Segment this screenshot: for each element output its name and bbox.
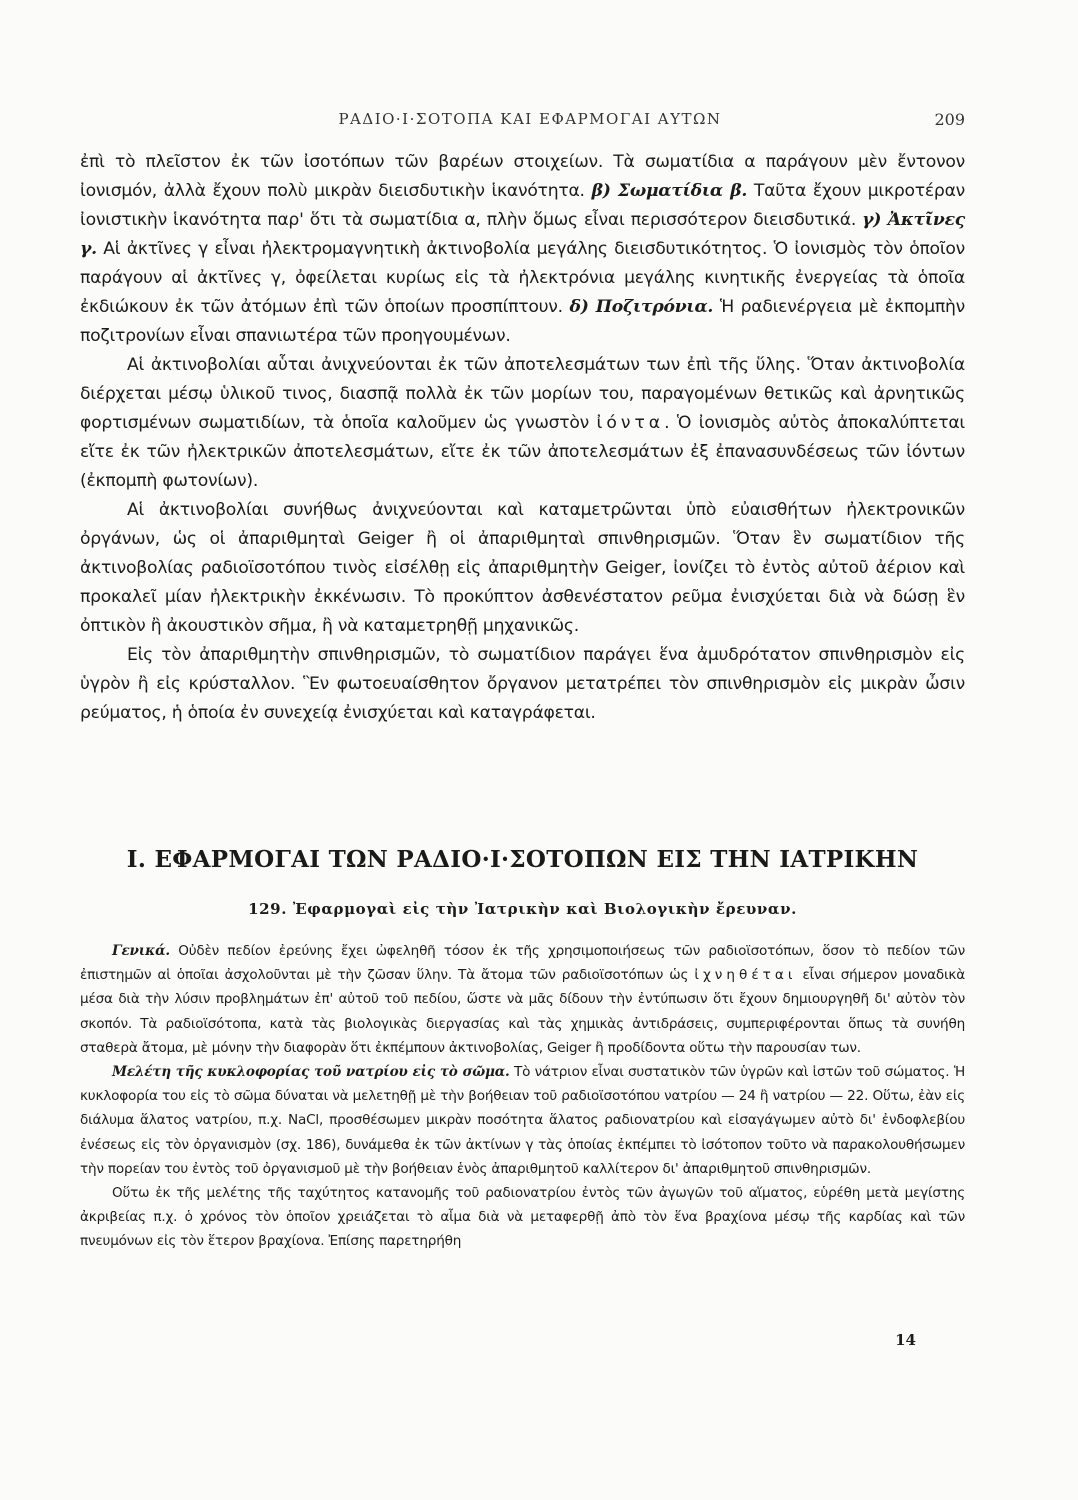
spaced-term-tracers: ἰχνηθέται — [694, 967, 797, 984]
paragraph-radiation-types: ἐπὶ τὸ πλεῖστον ἐκ τῶν ἰσοτόπων τῶν βαρέων στοιχείων. Τὰ σωματίδια α παράγουν μὲν ἔντονον ἰονισμόν, ἀλλὰ ἔχουν πολὺ μικρὰν διεισδυτικὴν ἱκανότητα. β) Σωματίδια β. Ταῦτα ἔχουν μικροτέραν ἰονιστικὴν ἱκανότητα παρ' ὅτι τὰ σωματίδια α, πλὴν ὅμως εἶναι περισσότερον διεισδυτικά. γ) Ἀκτῖνες γ. Αἱ ἀκτῖνες γ εἶναι ἠλεκτρομαγνητικὴ ἀκτινοβολία μεγάλης διεισδυτικότητος. Ὁ ἰονισμὸς τὸν ὁποῖον παράγουν αἱ ἀκτῖνες γ, ὀφείλεται κυρίως εἰς τὰ ἠλεκτρόνια μεγάλης κινητικῆς ἐνεργείας τὰ ὁποῖα ἐκδιώκουν ἐκ τῶν ἀτόμων ἐπὶ τῶν ὁποίων προσπίπτουν. δ) Ποζιτρόνια. Ἡ ραδιενέργεια μὲ ἐκπομπὴν ποζιτρονίων εἶναι σπανιωτέρα τῶν προηγουμένων. — [80, 152, 966, 346]
heading-positrons: δ) Ποζιτρόνια. — [569, 297, 714, 317]
signature-mark: 14 — [895, 1331, 916, 1349]
running-header-title: ΡΑΔΙΟ·Ι·ΣΟΤΟΠΑ ΚΑΙ ΕΦΑΡΜΟΓΑΙ ΑΥΤΩΝ — [338, 110, 722, 128]
page-number: 209 — [934, 110, 965, 129]
section-title: Ι. ΕΦΑΡΜΟΓΑΙ ΤΩΝ ΡΑΔΙΟ·Ι·ΣΟΤΟΠΩΝ ΕΙΣ ΤΗΝ ΙΑΤΡΙΚΗΝ — [126, 846, 919, 873]
paragraph-general: Γενικά. Οὐδὲν πεδίον ἐρεύνης ἔχει ὠφεληθῆ τόσον ἐκ τῆς χρησιμοποιήσεως τῶν ραδιοϊσοτόπων, ὅσον τὸ πεδίον τῶν ἐπιστημῶν αἱ ὁποῖαι ἀσχολοῦνται μὲ τὴν ζῶσαν ὕλην. Τὰ ἄτομα τῶν ραδιοϊσοτόπων ὡς ἰχνηθέται εἶναι σήμερον μοναδικὰ μέσα διὰ τὴν λύσιν προβλημάτων ἐπ' αὐτοῦ τοῦ πεδίου, ὥστε νὰ μᾶς δίδουν τὴν ἐντύπωσιν ὅτι ἔχουν δημιουργηθῆ δι' αὐτὸν τὸν σκοπόν. Τὰ ραδιοϊσότοπα, κατὰ τὰς βιολογικὰς διεργασίας καὶ τὰς χημικὰς ἀντιδράσεις, συμπεριφέρονται ὅπως τὰ συνήθη σταθερὰ ἄτομα, μὲ μόνην τὴν διαφορὰν ὅτι ἐκπέμπουν ἀκτινοβολίας, Geiger ἢ προδίδοντα οὕτω τὴν παρουσίαν των. — [80, 943, 966, 1056]
paragraph-blood-flow: Οὕτω ἐκ τῆς μελέτης τῆς ταχύτητος κατανομῆς τοῦ ραδιονατρίου ἐντὸς τῶν ἀγωγῶν τοῦ αἵματος, εὑρέθη μετὰ μεγίστης ἀκριβείας π.χ. ὁ χρόνος τὸν ὁποῖον χρειάζεται τὸ αἷμα διὰ νὰ μεταφερθῇ ἀπὸ τὸν ἕνα βραχίονα μέσῳ τῆς καρδίας καὶ τῶν πνευμόνων εἰς τὸν ἕτερον βραχίονα. Ἐπίσης παρετηρήθη — [80, 1185, 965, 1250]
paragraph-detection: Αἱ ἀκτινοβολίαι αὗται ἀνιχνεύονται ἐκ τῶν ἀποτελεσμάτων των ἐπὶ τῆς ὕλης. Ὅταν ἀκτινοβολία διέρχεται μέσῳ ὑλικοῦ τινος, διασπᾷ πολλὰ ἐκ τῶν μορίων του, παραγομένων θετικῶς καὶ ἀρνητικῶς φορτισμένων σωματιδίων, τὰ ὁποῖα καλοῦμεν ὡς γνωστὸν ἰόντα. Ὁ ἰονισμὸς αὐτὸς ἀποκαλύπτεται εἴτε ἐκ τῶν ἠλεκτρικῶν ἀποτελεσμάτων, εἴτε ἐκ τῶν ἀποτελεσμάτων ἐξ ἐπανασυνδέσεως τῶν ἰόντων (ἐκπομπὴ φωτονίων). — [80, 355, 965, 491]
heading-beta-particles: β) Σωματίδια β. — [591, 181, 748, 201]
spaced-term-ions: ἰόντα — [596, 413, 665, 433]
small-print-text — [80, 939, 965, 1254]
subsection-title: 129. Ἐφαρμογαὶ εἰς τὴν Ἰατρικὴν καὶ Βιολογικὴν ἔρευναν. — [248, 900, 797, 918]
paragraph-geiger-counter: Αἱ ἀκτινοβολίαι συνήθως ἀνιχνεύονται καὶ καταμετρῶνται ὑπὸ εὐαισθήτων ἠλεκτρονικῶν ὀργάνων, ὡς οἱ ἀπαριθμηταὶ Geiger ἢ οἱ ἀπαριθμηταὶ σπινθηρισμῶν. Ὅταν ἓν σωματίδιον τῆς ἀκτινοβολίας ραδιοϊσοτόπου τινὸς εἰσέλθῃ εἰς ἀπαριθμητὴν Geiger, ἰονίζει τὸ ἐντὸς αὐτοῦ ἀέριον καὶ προκαλεῖ μίαν ἠλεκτρικὴν ἐκκένωσιν. Τὸ προκύπτον ἀσθενέστατον ρεῦμα ἐνισχύεται διὰ νὰ δώσῃ ἓν ὀπτικὸν ἢ ἀκουστικὸν σῆμα, ἢ νὰ καταμετρηθῇ μηχανικῶς. — [80, 500, 965, 636]
paragraph-sodium-circulation: Μελέτη τῆς κυκλοφορίας τοῦ νατρίου εἰς τὸ σῶμα. Τὸ νάτριον εἶναι συστατικὸν τῶν ὑγρῶν καὶ ἱστῶν τοῦ σώματος. Ἡ κυκλοφορία του εἰς τὸ σῶμα δύναται νὰ μελετηθῇ μὲ τὴν βοήθειαν τοῦ ραδιοϊσοτόπου νατρίου — 24 ἢ νατρίου — 22. Οὕτω, ἐὰν εἰς διάλυμα ἅλατος νατρίου, π.χ. NaCl, προσθέσωμεν μικρὰν ποσότητα ἅλατος ραδιονατρίου καὶ εἰσαγάγωμεν αὐτὸ δι' ἐνδοφλεβίου ἐνέσεως εἰς τὸν ὀργανισμὸν (σχ. 186), δυνάμεθα ἐκ τῶν ἀκτίνων γ τὰς ὁποίας ἐκπέμπει τὸ ἰσότοπον τοῦτο νὰ παρακολουθήσωμεν τὴν πορείαν του ἐντὸς τοῦ ὀργανισμοῦ μὲ τὴν βοήθειαν ἑνὸς ἀπαριθμητοῦ καλλίτερον δι' ἀπαριθμητοῦ σπινθηρισμῶν. — [80, 1064, 965, 1177]
running-header — [0, 110, 1078, 134]
main-body-text — [80, 148, 965, 728]
paragraph-scintillation-counter: Εἰς τὸν ἀπαριθμητὴν σπινθηρισμῶν, τὸ σωματίδιον παράγει ἕνα ἀμυδρότατον σπινθηρισμὸν εἰς ὑγρὸν ἢ εἰς κρύσταλλον. Ἓν φωτοευαίσθητον ὄργανον μετατρέπει τὸν σπινθηρισμὸν εἰς μικρὰν ὦσιν ρεύματος, ἡ ὁποία ἐν συνεχείᾳ ἐνισχύεται καὶ καταγράφεται. — [80, 645, 965, 723]
heading-sodium-circulation: Μελέτη τῆς κυκλοφορίας τοῦ νατρίου εἰς τὸ σῶμα. — [112, 1064, 510, 1081]
heading-gamma-rays: γ) Ἀκτῖνες γ. — [80, 210, 965, 259]
heading-general: Γενικά. — [112, 943, 170, 959]
